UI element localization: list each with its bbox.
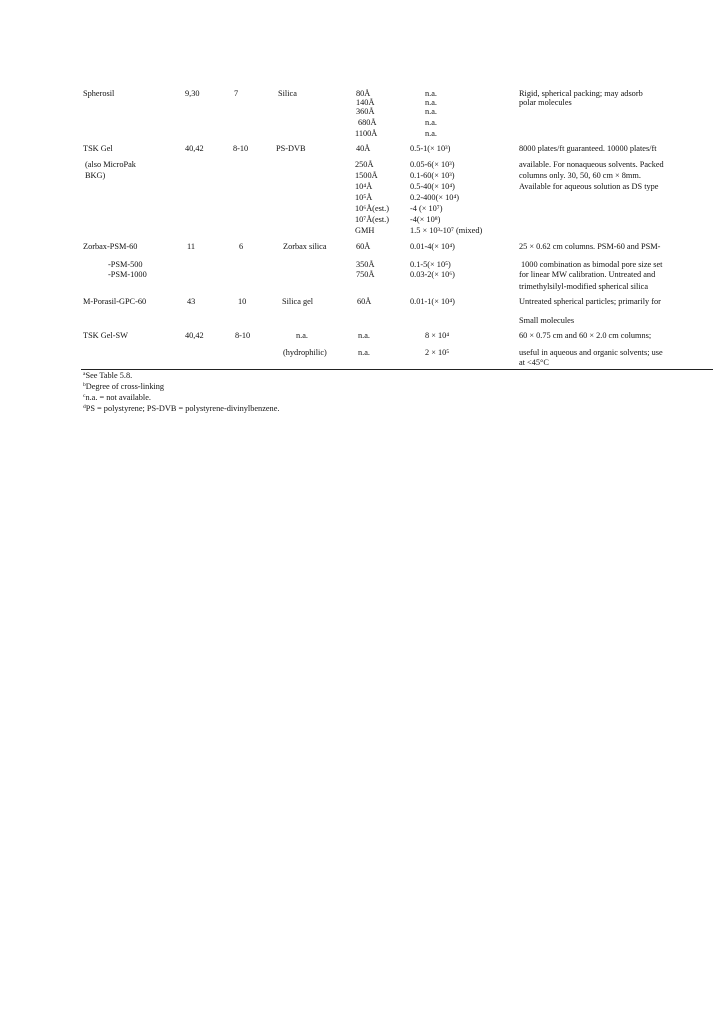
row-comment: available. For nonaqueous solvents. Packed	[519, 160, 664, 169]
row-comment: at <45°C	[519, 358, 549, 367]
row-material: Zorbax silica	[283, 242, 327, 251]
row-comment: Available for aqueous solution as DS type	[519, 182, 659, 191]
row-mw: 0.01-4(× 10⁴)	[410, 242, 455, 251]
row-name-cont: (also MicroPak	[85, 160, 136, 169]
row-material: Silica gel	[282, 297, 314, 306]
row-pore: 10⁶Å(est.)	[355, 204, 389, 213]
row-comment: 25 × 0.62 cm columns. PSM-60 and PSM-	[519, 242, 661, 251]
row-mw: n.a.	[425, 107, 437, 116]
row-mw: n.a.	[425, 89, 437, 98]
row-crosslink: 8-10	[233, 144, 249, 153]
row-mw: 0.2-400(× 10⁴)	[410, 193, 460, 202]
table-bottom-rule	[81, 369, 713, 370]
row-pore: 750Å	[356, 270, 375, 279]
row-mw: 0.01-1(× 10⁴)	[410, 297, 455, 306]
row-name-cont: BKG)	[85, 171, 106, 180]
row-material-cont: (hydrophilic)	[283, 348, 327, 357]
row-comment: for linear MW calibration. Untreated and	[519, 270, 656, 279]
row-name: Zorbax-PSM-60	[83, 242, 138, 251]
row-comment: polar molecules	[519, 98, 572, 107]
row-refs: 9,30	[185, 89, 200, 98]
row-comment: Small molecules	[519, 316, 575, 325]
row-name: TSK Gel-SW	[83, 331, 128, 340]
footnote: $^a$See Table 5.8.	[83, 371, 133, 380]
row-crosslink: 7	[234, 89, 239, 98]
row-material: PS-DVB	[276, 144, 306, 153]
row-pore: n.a.	[358, 331, 370, 340]
row-pore: 680Å	[358, 118, 377, 127]
row-crosslink: 6	[239, 242, 244, 251]
row-material: Silica	[278, 89, 297, 98]
row-refs: 11	[187, 242, 195, 251]
row-pore: 60Å	[357, 297, 372, 306]
row-mw: -4 (× 10⁷)	[410, 204, 443, 213]
row-comment: Rigid, spherical packing; may adsorb	[519, 89, 643, 98]
row-pore: 360Å	[356, 107, 375, 116]
row-refs: 40,42	[185, 144, 204, 153]
row-comment: 60 × 0.75 cm and 60 × 2.0 cm columns;	[519, 331, 652, 340]
row-name-cont: -PSM-500	[108, 260, 143, 269]
row-mw: 8 × 10⁴	[425, 331, 450, 340]
row-refs: 40,42	[185, 331, 204, 340]
row-name: TSK Gel	[83, 144, 113, 153]
row-name: M-Porasil-GPC-60	[83, 297, 147, 306]
row-pore: 250Å	[355, 160, 374, 169]
row-pore: 140Å	[356, 98, 375, 107]
row-pore: 350Å	[356, 260, 375, 269]
row-name: Spherosil	[83, 89, 115, 98]
row-mw: n.a.	[425, 118, 437, 127]
row-comment: useful in aqueous and organic solvents; use	[519, 348, 663, 357]
row-pore: 10⁷Å(est.)	[355, 215, 389, 224]
row-mw: n.a.	[425, 129, 437, 138]
row-pore: 80Å	[356, 89, 371, 98]
row-comment: 8000 plates/ft guaranteed. 10000 plates/ft	[519, 144, 657, 153]
row-comment: Untreated spherical particles; primarily for	[519, 297, 661, 306]
row-mw: 0.1-60(× 10³)	[410, 171, 455, 180]
row-refs: 43	[187, 297, 196, 306]
row-crosslink: 10	[238, 297, 247, 306]
row-mw: 0.03-2(× 10⁶)	[410, 270, 455, 279]
row-mw: 0.1-5(× 10⁵)	[410, 260, 451, 269]
row-mw: 1.5 × 10³-10⁷ (mixed)	[410, 226, 483, 235]
row-material: n.a.	[296, 331, 308, 340]
row-pore: 10⁵Å	[355, 193, 373, 202]
row-mw: 2 × 10⁵	[425, 348, 450, 357]
row-mw: 0.05-6(× 10³)	[410, 160, 455, 169]
row-mw: 0.5-1(× 10³)	[410, 144, 451, 153]
row-pore: 1100Å	[355, 129, 378, 138]
row-mw: 0.5-40(× 10⁴)	[410, 182, 455, 191]
row-crosslink: 8-10	[235, 331, 251, 340]
row-pore: GMH	[355, 226, 375, 235]
row-pore: n.a.	[358, 348, 370, 357]
row-comment: trimethylsilyl-modified spherical silica	[519, 282, 649, 291]
row-pore: 1500Å	[355, 171, 378, 180]
footnote: $^d$PS = polystyrene; PS-DVB = polystyrene-divinylbenzene.	[83, 404, 280, 413]
row-mw: -4(× 10⁸)	[410, 215, 441, 224]
row-pore: 40Å	[356, 144, 371, 153]
row-name-cont: -PSM-1000	[108, 270, 147, 279]
row-mw: n.a.	[425, 98, 437, 107]
footnote: $^c$n.a. = not available.	[83, 393, 151, 402]
row-comment: 1000 combination as bimodal pore size set	[521, 260, 663, 269]
row-comment: columns only. 30, 50, 60 cm × 8mm.	[519, 171, 641, 180]
row-pore: 60Å	[356, 242, 371, 251]
footnote: $^b$Degree of cross-linking	[83, 382, 165, 391]
row-pore: 10⁴Å	[355, 182, 373, 191]
